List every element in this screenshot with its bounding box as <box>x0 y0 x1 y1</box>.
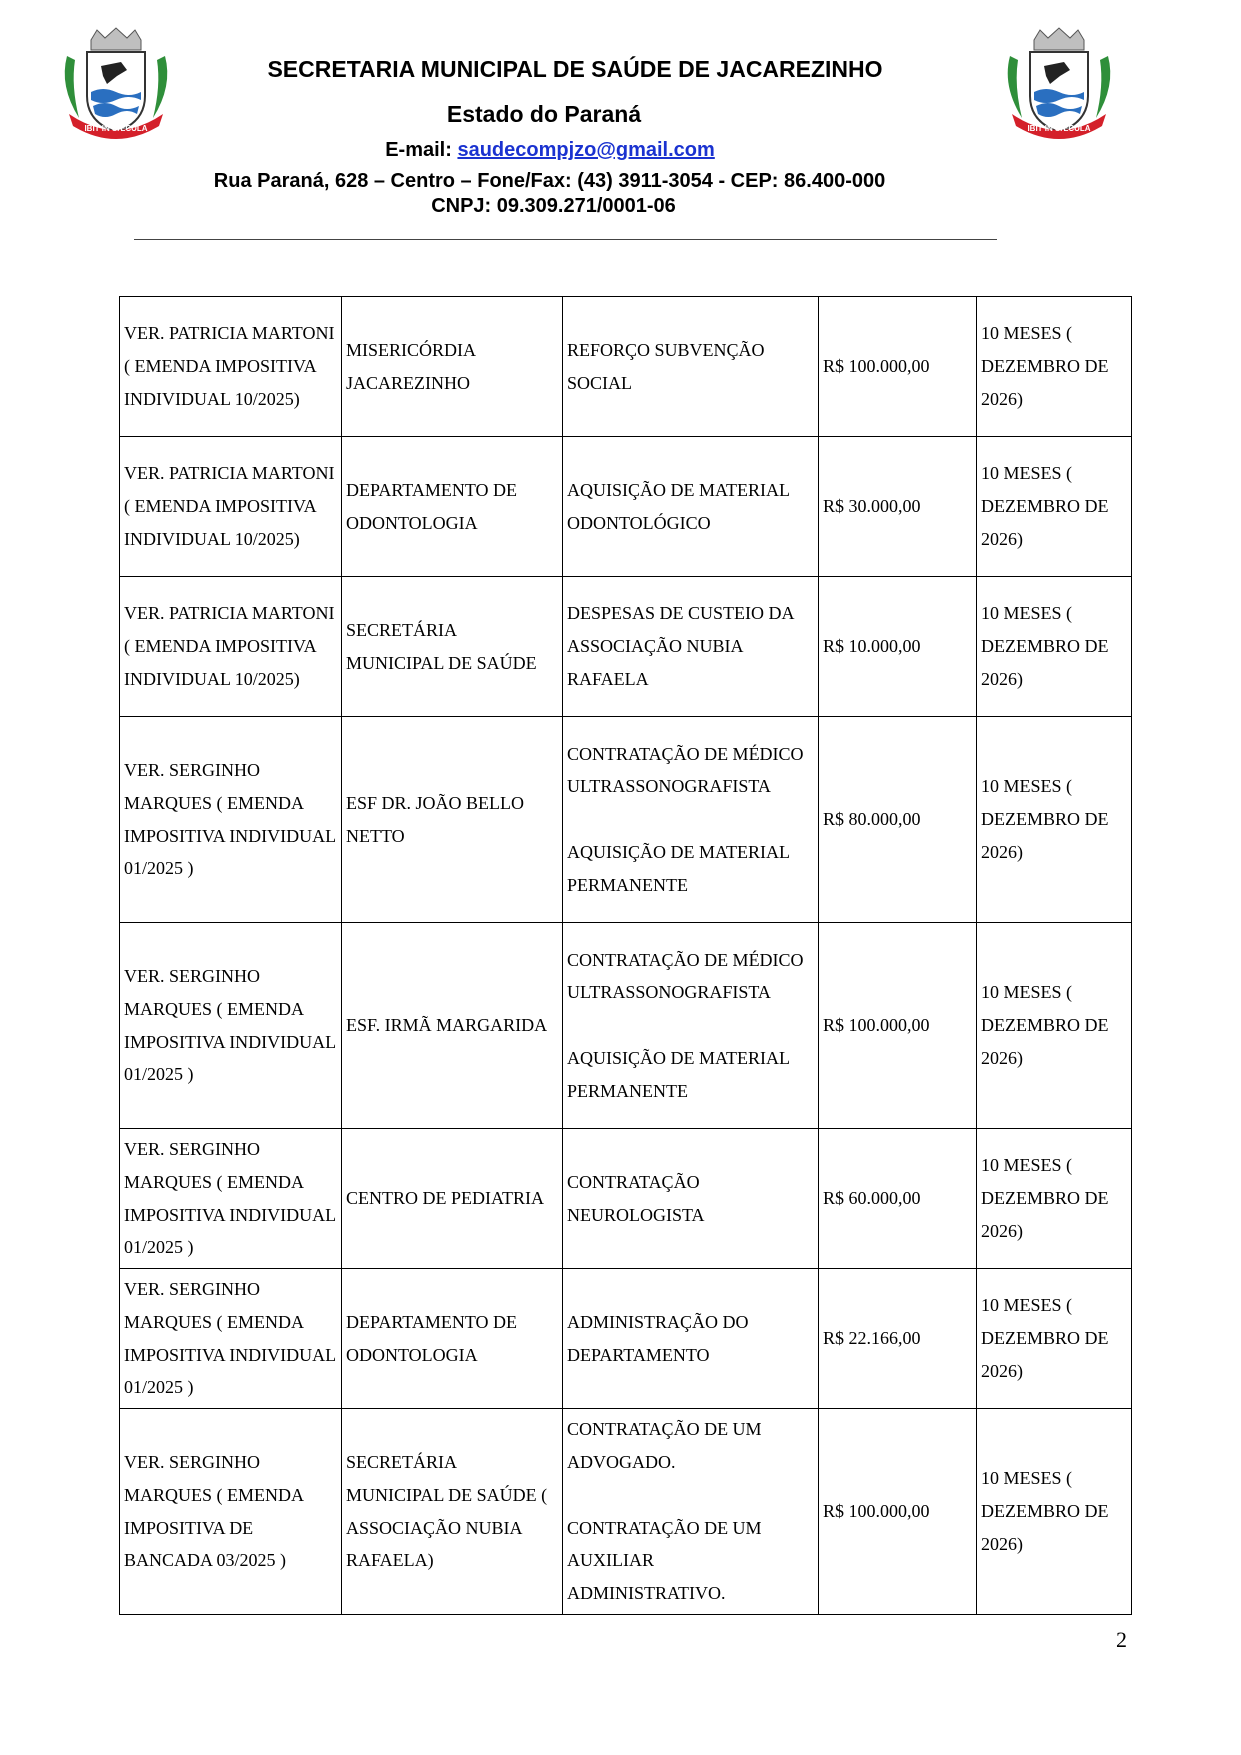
cell-value: R$ 100.000,00 <box>819 1409 977 1615</box>
cell-purpose <box>563 1409 819 1615</box>
email-link[interactable]: saudecompjzo@gmail.com <box>457 139 715 161</box>
cell-author: VER. PATRICIA MARTONI ( EMENDA IMPOSITIVA INDIVIDUAL 10/2025) <box>120 437 342 577</box>
cell-author: VER. SERGINHO MARQUES ( EMENDA IMPOSITIVA INDIVIDUAL 01/2025 ) <box>120 1269 342 1409</box>
cell-entity: SECRETÁRIA MUNICIPAL DE SAÚDE ( ASSOCIAÇÃO NUBIA RAFAELA) <box>342 1409 563 1615</box>
document-header <box>0 0 1241 250</box>
page-number: 2 <box>1116 1627 1127 1652</box>
cell-entity: CENTRO DE PEDIATRIA <box>342 1129 563 1269</box>
header-title: SECRETARIA MUNICIPAL DE SAÚDE DE JACAREZINHO <box>267 56 883 82</box>
cell-value: R$ 100.000,00 <box>819 297 977 437</box>
cell-entity: DEPARTAMENTO DE ODONTOLOGIA <box>342 1269 563 1409</box>
email-label: E-mail: <box>385 139 452 161</box>
svg-text:IBIT IN SÆCULA: IBIT IN SÆCULA <box>1027 124 1091 133</box>
cell-period: 10 MESES ( DEZEMBRO DE 2026) <box>977 297 1132 437</box>
purpose-item: CONTRATAÇÃO DE MÉDICO ULTRASSONOGRAFISTA <box>567 743 804 797</box>
purpose-item: ADMINISTRAÇÃO DO DEPARTAMENTO <box>567 1311 749 1365</box>
cell-purpose <box>563 717 819 923</box>
cell-entity: MISERICÓRDIA JACAREZINHO <box>342 297 563 437</box>
cell-purpose <box>563 1269 819 1409</box>
cell-purpose <box>563 923 819 1129</box>
table-row <box>120 297 1132 437</box>
municipal-crest-logo <box>1000 26 1118 146</box>
svg-text:IBIT IN SÆCULA: IBIT IN SÆCULA <box>84 124 148 133</box>
cell-period: 10 MESES ( DEZEMBRO DE 2026) <box>977 717 1132 923</box>
cell-entity: ESF. IRMÃ MARGARIDA <box>342 923 563 1129</box>
purpose-item: DESPESAS DE CUSTEIO DA ASSOCIAÇÃO NUBIA RAFAELA <box>567 603 794 689</box>
purpose-item: CONTRATAÇÃO DE MÉDICO ULTRASSONOGRAFISTA <box>567 949 804 1003</box>
header-state: Estado do Paraná <box>446 101 642 127</box>
cell-purpose <box>563 1129 819 1269</box>
cell-period: 10 MESES ( DEZEMBRO DE 2026) <box>977 923 1132 1129</box>
cell-entity: SECRETÁRIA MUNICIPAL DE SAÚDE <box>342 577 563 717</box>
cell-author: VER. SERGINHO MARQUES ( EMENDA IMPOSITIVA INDIVIDUAL 01/2025 ) <box>120 923 342 1129</box>
table-row <box>120 717 1132 923</box>
cell-author: VER. PATRICIA MARTONI ( EMENDA IMPOSITIVA INDIVIDUAL 10/2025) <box>120 577 342 717</box>
header-address: Rua Paraná, 628 – Centro – Fone/Fax: (43) 3911-3054 - CEP: 86.400-000 <box>213 170 886 192</box>
table-row <box>120 923 1132 1129</box>
cell-author: VER. SERGINHO MARQUES ( EMENDA IMPOSITIVA DE BANCADA 03/2025 ) <box>120 1409 342 1615</box>
table-row <box>120 1409 1132 1615</box>
cell-value: R$ 22.166,00 <box>819 1269 977 1409</box>
cell-purpose <box>563 577 819 717</box>
cell-period: 10 MESES ( DEZEMBRO DE 2026) <box>977 437 1132 577</box>
header-divider <box>134 239 997 240</box>
purpose-item: CONTRATAÇÃO DE UM AUXILIAR ADMINISTRATIVO. <box>567 1517 762 1604</box>
table-row <box>120 1129 1132 1269</box>
cell-period: 10 MESES ( DEZEMBRO DE 2026) <box>977 1129 1132 1269</box>
municipal-crest-logo <box>57 26 175 146</box>
cell-value: R$ 100.000,00 <box>819 923 977 1129</box>
header-cnpj: CNPJ: 09.309.271/0001-06 <box>431 195 676 217</box>
cell-purpose <box>563 297 819 437</box>
cell-period: 10 MESES ( DEZEMBRO DE 2026) <box>977 577 1132 717</box>
purpose-gap <box>567 803 814 836</box>
purpose-item: REFORÇO SUBVENÇÃO SOCIAL <box>567 339 765 393</box>
purpose-item: CONTRATAÇÃO DE UM ADVOGADO. <box>567 1419 762 1472</box>
purpose-item: CONTRATAÇÃO NEUROLOGISTA <box>567 1171 705 1225</box>
cell-entity: ESF DR. JOÃO BELLO NETTO <box>342 717 563 923</box>
amendments-table <box>119 296 1132 1615</box>
cell-value: R$ 80.000,00 <box>819 717 977 923</box>
table-row <box>120 437 1132 577</box>
cell-value: R$ 10.000,00 <box>819 577 977 717</box>
cell-author: VER. PATRICIA MARTONI ( EMENDA IMPOSITIVA INDIVIDUAL 10/2025) <box>120 297 342 437</box>
purpose-item: AQUISIÇÃO DE MATERIAL ODONTOLÓGICO <box>567 479 790 533</box>
purpose-gap <box>567 1009 814 1042</box>
table-row <box>120 1269 1132 1409</box>
table-row <box>120 577 1132 717</box>
cell-period: 10 MESES ( DEZEMBRO DE 2026) <box>977 1269 1132 1409</box>
header-email-line <box>0 139 1100 162</box>
cell-author: VER. SERGINHO MARQUES ( EMENDA IMPOSITIVA INDIVIDUAL 01/2025 ) <box>120 1129 342 1269</box>
cell-period: 10 MESES ( DEZEMBRO DE 2026) <box>977 1409 1132 1615</box>
cell-author: VER. SERGINHO MARQUES ( EMENDA IMPOSITIVA INDIVIDUAL 01/2025 ) <box>120 717 342 923</box>
cell-value: R$ 60.000,00 <box>819 1129 977 1269</box>
purpose-item: AQUISIÇÃO DE MATERIAL PERMANENTE <box>567 841 790 895</box>
cell-value: R$ 30.000,00 <box>819 437 977 577</box>
purpose-item: AQUISIÇÃO DE MATERIAL PERMANENTE <box>567 1047 790 1101</box>
cell-entity: DEPARTAMENTO DE ODONTOLOGIA <box>342 437 563 577</box>
purpose-gap <box>567 1479 814 1512</box>
cell-purpose <box>563 437 819 577</box>
